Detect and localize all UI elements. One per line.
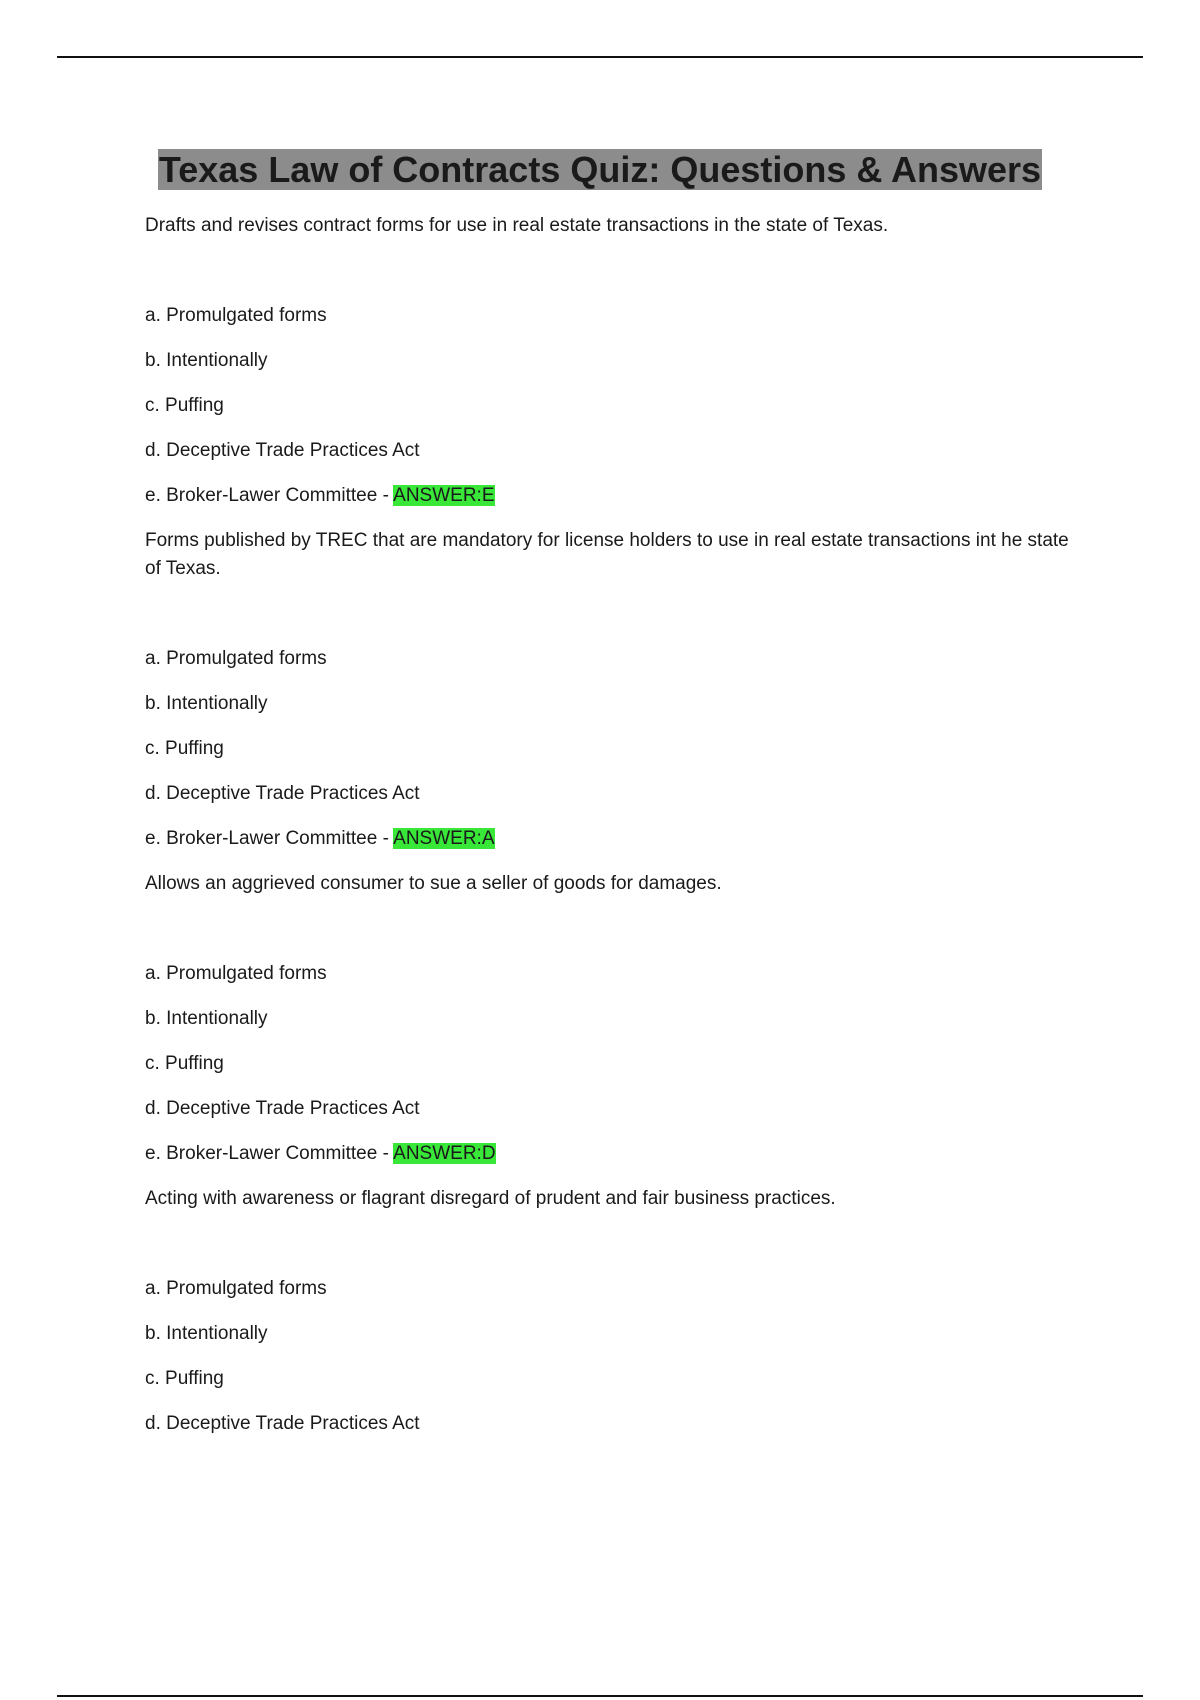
- document-title-text: Texas Law of Contracts Quiz: Questions & Answers: [158, 149, 1042, 190]
- document-title: [0, 145, 1200, 195]
- header-rule: [57, 56, 1143, 58]
- question-text: Acting with awareness or flagrant disregard of prudent and fair business practices.: [145, 1188, 836, 1209]
- question-2: [145, 527, 1085, 853]
- option-c: c. Puffing: [145, 1053, 224, 1074]
- option-b: b. Intentionally: [145, 1008, 268, 1029]
- option-e-text: e. Broker-Lawer Committee -: [145, 485, 394, 506]
- option-e: [145, 1140, 1085, 1168]
- answer-badge: ANSWER:A: [393, 828, 495, 849]
- question-4: [145, 1185, 1085, 1438]
- option-b: b. Intentionally: [145, 693, 268, 714]
- option-a: a. Promulgated forms: [145, 1278, 327, 1299]
- option-b: b. Intentionally: [145, 350, 268, 371]
- option-d: d. Deceptive Trade Practices Act: [145, 440, 420, 461]
- option-d: d. Deceptive Trade Practices Act: [145, 783, 420, 804]
- quiz-content: [145, 212, 1085, 1455]
- option-d: d. Deceptive Trade Practices Act: [145, 1098, 420, 1119]
- answer-badge: ANSWER:D: [393, 1143, 496, 1164]
- option-d: d. Deceptive Trade Practices Act: [145, 1413, 420, 1434]
- option-c: c. Puffing: [145, 738, 224, 759]
- option-e: [145, 825, 1085, 853]
- option-e: [145, 482, 1085, 510]
- option-c: c. Puffing: [145, 395, 224, 416]
- option-a: a. Promulgated forms: [145, 305, 327, 326]
- option-a: a. Promulgated forms: [145, 648, 327, 669]
- option-e-text: e. Broker-Lawer Committee -: [145, 1143, 394, 1164]
- question-text: Forms published by TREC that are mandatory for license holders to use in real estate transactions int he state of Texas.: [145, 530, 1069, 579]
- question-1: [145, 212, 1085, 510]
- option-e-text: e. Broker-Lawer Committee -: [145, 828, 394, 849]
- question-3: [145, 870, 1085, 1168]
- option-a: a. Promulgated forms: [145, 963, 327, 984]
- question-text: Allows an aggrieved consumer to sue a seller of goods for damages.: [145, 873, 722, 894]
- answer-badge: ANSWER:E: [393, 485, 495, 506]
- option-c: c. Puffing: [145, 1368, 224, 1389]
- footer-rule: [57, 1695, 1143, 1697]
- question-text: Drafts and revises contract forms for use in real estate transactions in the state of Texas.: [145, 215, 889, 236]
- option-b: b. Intentionally: [145, 1323, 268, 1344]
